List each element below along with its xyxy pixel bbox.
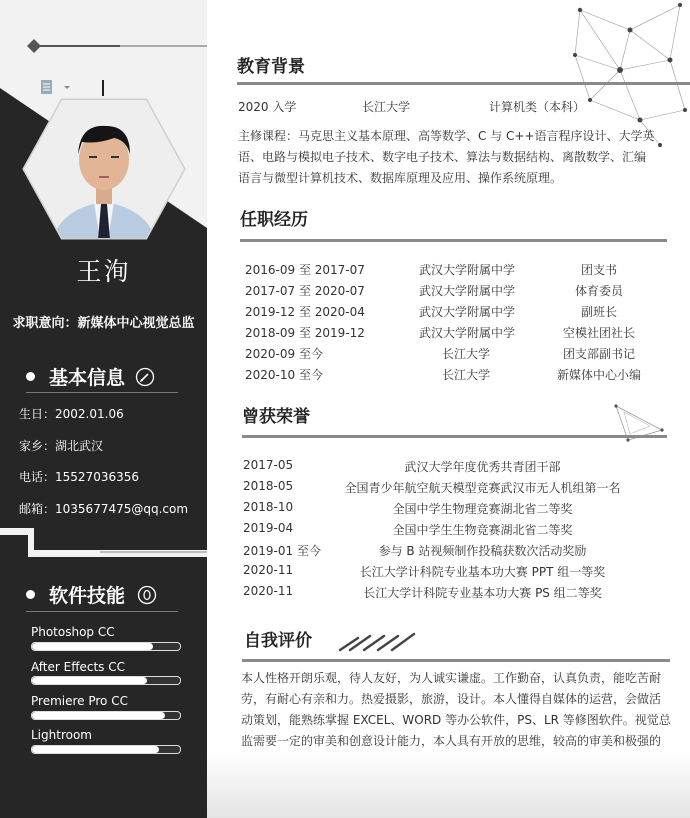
work-role: 体育委员 bbox=[574, 284, 623, 298]
honor-text: 全国中学生物理竞赛湖北省二等奖 bbox=[392, 502, 573, 516]
avatar bbox=[22, 98, 186, 240]
skill-bar bbox=[31, 642, 181, 651]
sidebar bbox=[0, 0, 207, 818]
honor-text: 长江大学计科院专业基本功大赛 PS 组二等奖 bbox=[363, 586, 602, 600]
work-date: 2020-10 至今 bbox=[245, 368, 323, 382]
self-heading: 自我评价 bbox=[244, 631, 312, 651]
work-date: 2018-09 至 2019-12 bbox=[245, 326, 365, 340]
job-intent: 求职意向：新媒体中心视觉总监 bbox=[12, 316, 195, 331]
work-date: 2016-09 至 2017-07 bbox=[245, 263, 365, 277]
divider bbox=[26, 611, 178, 612]
work-org: 长江大学 bbox=[442, 368, 491, 382]
bottom-fade bbox=[207, 750, 690, 818]
honor-text: 全国青少年航空航天模型竞赛武汉市无人机组第一名 bbox=[344, 481, 621, 495]
hometown-row: 家乡：湖北武汉 bbox=[19, 439, 104, 453]
document-icon[interactable] bbox=[40, 80, 80, 96]
skill-icon bbox=[137, 585, 157, 605]
section-rule bbox=[240, 239, 667, 242]
courses: 主修课程：马克思主义基本原理、高等数学、C 与 C++语言程序设计、大学英 语、电路与模拟电子技术、数字电子技术、算法与数据结构、离散数学、汇编 语言与微型计算机技术、数据库原理及应用、操作系统原理。 bbox=[238, 129, 655, 185]
work-org: 长江大学 bbox=[442, 347, 491, 361]
work-role: 副班长 bbox=[580, 305, 617, 319]
work-org: 武汉大学附属中学 bbox=[419, 326, 516, 340]
edit-icon[interactable] bbox=[135, 367, 155, 387]
work-org: 武汉大学附属中学 bbox=[419, 284, 516, 298]
honor-text: 参与 B 站视频制作投稿获数次活动奖励 bbox=[378, 544, 587, 558]
candidate-name: 王洵 bbox=[76, 257, 131, 286]
honor-text: 全国中学生生物竞赛湖北省二等奖 bbox=[392, 523, 573, 537]
section-rule bbox=[242, 435, 667, 438]
work-role: 空模社团社长 bbox=[562, 326, 635, 340]
bullet-icon bbox=[26, 590, 35, 599]
skills-title: 软件技能 bbox=[49, 585, 126, 607]
honor-text: 武汉大学年度优秀共青团干部 bbox=[404, 460, 561, 474]
skill-bar bbox=[31, 745, 181, 754]
self-evaluation: 本人性格开朗乐观，待人友好，为人诚实谦虚。工作勤奋，认真负责，能吃苦耐 劳，有耐心有亲和力。热爱摄影，旅游，设计。本人懂得自媒体的运营，会做活 动策划，能熟练掌握 EXCEL、WORD 等办公软件，PS、LR 等修图软件。视觉总 监需要一定的审美和创意设计能力，本人具有开放的思维，较高的审美和极强的 bbox=[241, 671, 671, 748]
work-date: 2017-07 至 2020-07 bbox=[245, 284, 365, 298]
work-role: 团支部副书记 bbox=[562, 347, 635, 361]
work-org: 武汉大学附属中学 bbox=[419, 263, 516, 277]
work-org: 武汉大学附属中学 bbox=[419, 305, 516, 319]
honors-heading: 曾获荣誉 bbox=[242, 407, 310, 427]
edu-school: 长江大学 bbox=[362, 100, 411, 114]
edu-major: 计算机类（本科） bbox=[489, 100, 586, 114]
work-date: 2019-12 至 2020-04 bbox=[245, 305, 365, 319]
basic-info-heading bbox=[26, 363, 155, 390]
text-cursor bbox=[102, 80, 104, 96]
work-heading: 任职经历 bbox=[240, 210, 308, 230]
section-rule bbox=[242, 659, 670, 662]
skill-name: Premiere Pro CC bbox=[31, 694, 128, 708]
skill-bar bbox=[31, 676, 181, 685]
phone-row: 电话：15527036356 bbox=[19, 470, 139, 484]
honor-date: 2017-05 bbox=[243, 458, 294, 472]
honor-date: 2019-04 bbox=[243, 521, 294, 535]
work-role: 团支书 bbox=[580, 263, 617, 277]
skill-bar bbox=[31, 711, 181, 720]
honor-text: 长江大学计科院专业基本功大赛 PPT 组一等奖 bbox=[359, 565, 606, 579]
honor-date: 2019-01 至今 bbox=[243, 544, 321, 558]
honor-date: 2020-11 bbox=[243, 563, 294, 577]
honor-date: 2020-11 bbox=[243, 584, 294, 598]
birthday-row: 生日：2002.01.06 bbox=[19, 407, 124, 421]
divider bbox=[26, 392, 178, 393]
honor-date: 2018-10 bbox=[243, 500, 294, 514]
skill-name: After Effects CC bbox=[31, 660, 125, 674]
basic-info-title: 基本信息 bbox=[49, 367, 126, 389]
work-role: 新媒体中心小编 bbox=[556, 368, 641, 382]
skills-heading bbox=[26, 581, 157, 608]
bullet-icon bbox=[26, 372, 35, 381]
skill-name: Photoshop CC bbox=[31, 625, 115, 639]
skill-name: Lightroom bbox=[31, 728, 92, 742]
slash-decoration bbox=[336, 630, 420, 654]
edu-year: 2020 入学 bbox=[238, 100, 297, 114]
education-heading: 教育背景 bbox=[237, 57, 305, 77]
email-row: 邮箱：1035677475@qq.com bbox=[19, 502, 189, 516]
section-rule bbox=[237, 82, 690, 85]
work-date: 2020-09 至今 bbox=[245, 347, 323, 361]
honor-date: 2018-05 bbox=[243, 479, 294, 493]
